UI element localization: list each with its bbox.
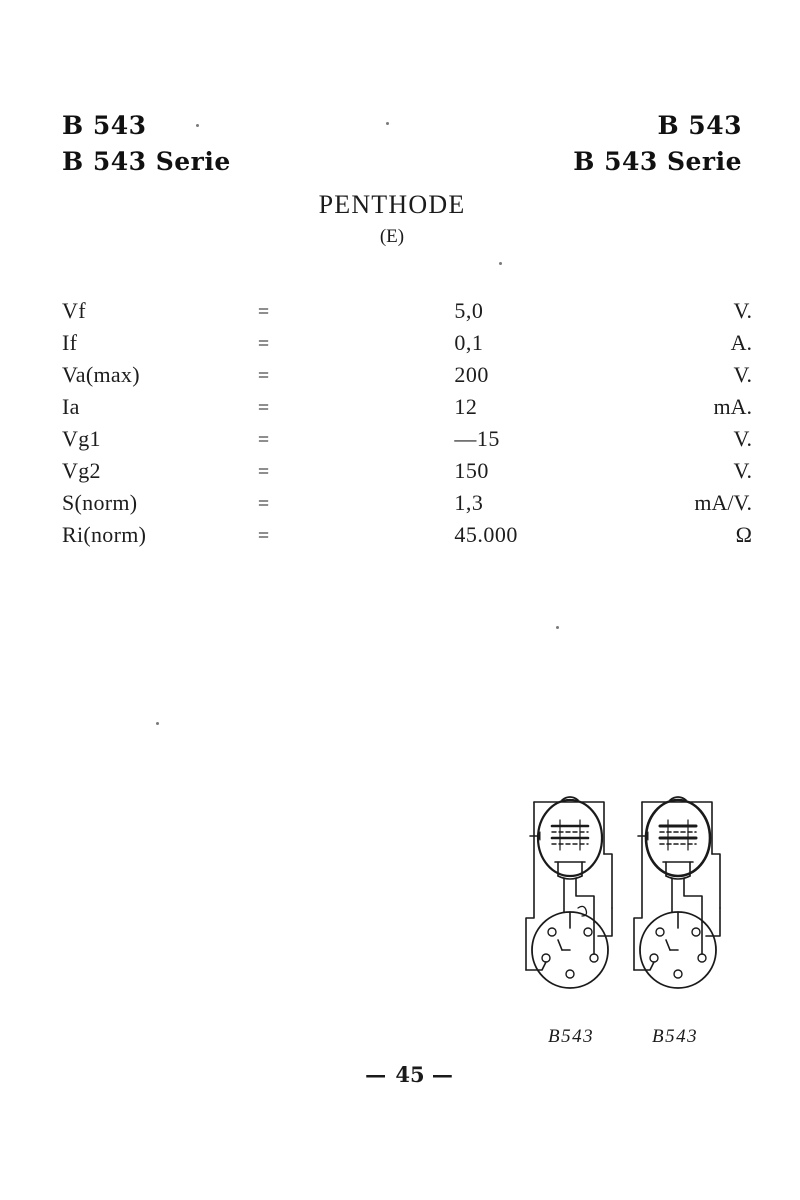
- diagram-right-unit: [634, 797, 720, 988]
- scan-speck: [556, 626, 559, 629]
- scan-speck: [156, 722, 159, 725]
- table-row: [62, 362, 752, 394]
- spec-unit: V.: [733, 426, 752, 451]
- header-right-subtitle: B 543 Serie: [573, 146, 742, 176]
- spec-value: 12: [454, 394, 478, 419]
- header-left: [62, 108, 231, 179]
- spec-unit: A.: [730, 330, 752, 355]
- scan-speck: [499, 262, 502, 265]
- spec-equals: =: [257, 365, 270, 387]
- spec-equals: =: [257, 429, 270, 451]
- spec-symbol: Ri(norm): [62, 522, 147, 547]
- spec-symbol: Ia: [62, 394, 80, 419]
- tube-type-title: PENTHODE: [318, 190, 466, 219]
- spec-unit: V.: [733, 362, 752, 387]
- table-row: [62, 522, 752, 554]
- spec-symbol: Vf: [62, 298, 86, 323]
- diagram-left-label: B543: [548, 1026, 595, 1047]
- specification-table: [62, 298, 752, 554]
- tube-type-note: (E): [379, 226, 405, 247]
- spec-symbol: Vg1: [62, 426, 101, 451]
- spec-equals: =: [257, 333, 270, 355]
- spec-unit: mA/V.: [694, 490, 752, 515]
- page-number: 45: [395, 1062, 425, 1087]
- spec-value: 45.000: [454, 522, 518, 547]
- spec-symbol: Vg2: [62, 458, 101, 483]
- spec-value: 150: [454, 458, 489, 483]
- spec-value: —15: [454, 426, 500, 451]
- tube-socket-diagram-svg: [500, 790, 760, 1060]
- scan-speck: [386, 122, 389, 125]
- footer-dash-right: —: [431, 1062, 455, 1087]
- spec-equals: =: [257, 397, 270, 419]
- table-row: [62, 458, 752, 490]
- header-left-subtitle: B 543 Serie: [62, 146, 231, 176]
- spec-value: 200: [454, 362, 489, 387]
- spec-unit: V.: [733, 298, 752, 323]
- header-right-title: B 543: [657, 111, 742, 140]
- spec-equals: =: [257, 461, 270, 483]
- spec-symbol: If: [62, 330, 78, 355]
- table-row: [62, 426, 752, 458]
- page-footer: [10, 1062, 800, 1087]
- spec-value: 1,3: [454, 490, 484, 515]
- spec-value: 0,1: [454, 330, 484, 355]
- table-row: [62, 298, 752, 330]
- table-row: [62, 330, 752, 362]
- spec-equals: =: [257, 301, 270, 323]
- header-right: [573, 108, 742, 179]
- spec-unit: mA.: [713, 394, 752, 419]
- spec-symbol: Va(max): [62, 362, 140, 387]
- spec-unit: Ω: [735, 522, 752, 547]
- table-row: [62, 490, 752, 522]
- diagram-right-label: B543: [652, 1026, 699, 1047]
- footer-dash-left: —: [365, 1062, 389, 1087]
- header-left-title: B 543: [62, 111, 147, 140]
- table-row: [62, 394, 752, 426]
- tube-socket-diagram: [500, 790, 760, 1060]
- spec-value: 5,0: [454, 298, 484, 323]
- spec-unit: V.: [733, 458, 752, 483]
- diagram-left-unit: [526, 797, 612, 988]
- spec-equals: =: [257, 525, 270, 547]
- spec-symbol: S(norm): [62, 490, 138, 515]
- specification-table-body: [62, 298, 752, 554]
- spec-equals: =: [257, 493, 270, 515]
